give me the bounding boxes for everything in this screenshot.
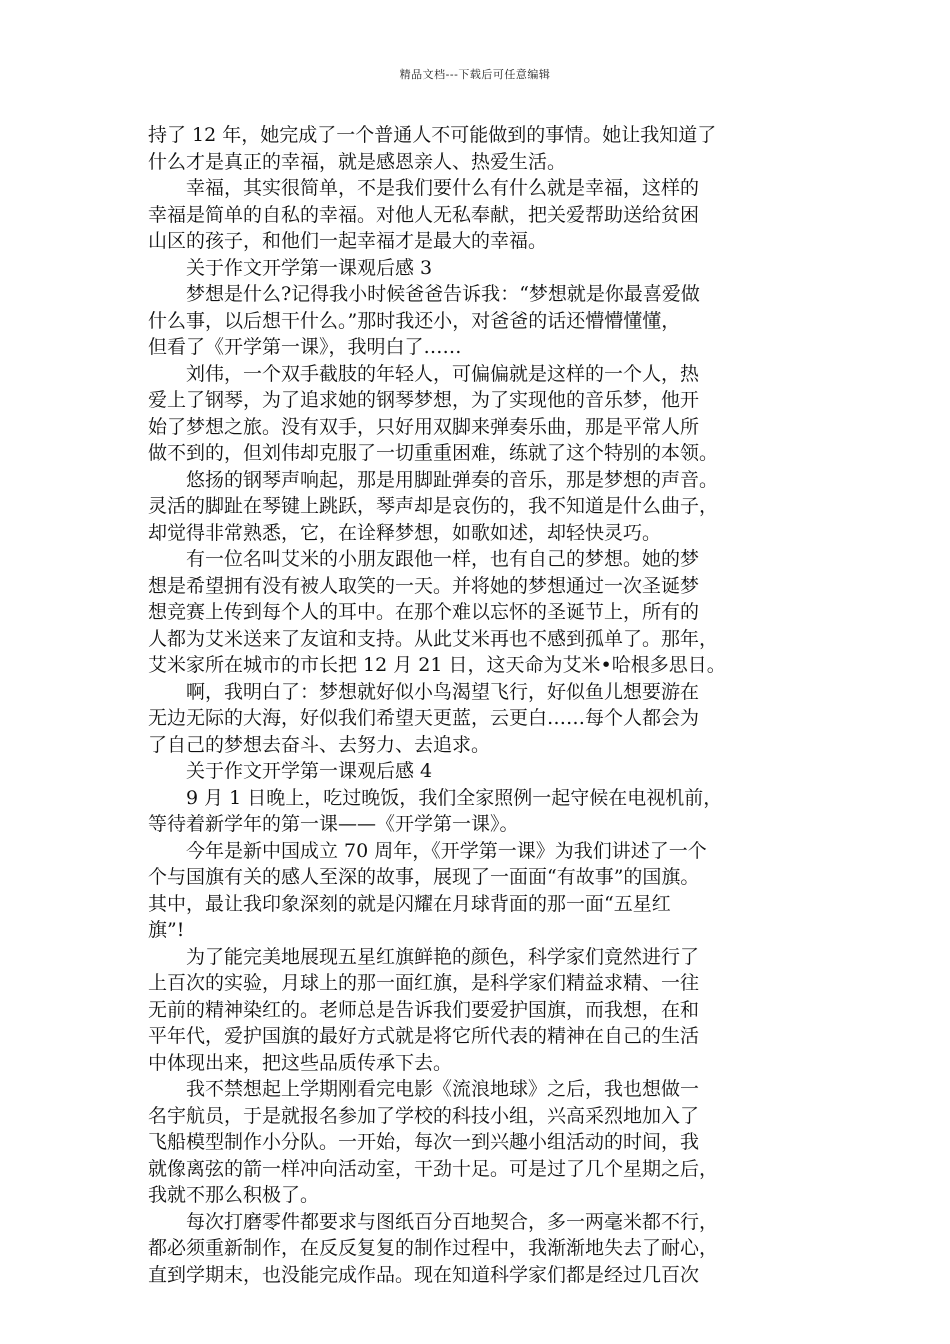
text-line: 做不到的，但刘伟却克服了一切重重困难，练就了这个特别的本领。 <box>148 442 719 464</box>
text-line: 我就不那么积极了。 <box>148 1184 320 1206</box>
text-line: 今年是新中国成立 70 周年，《开学第一课》为我们讲述了一个 <box>186 839 707 862</box>
text-line: 爱上了钢琴，为了追求她的钢琴梦想，为了实现他的音乐梦，他开 <box>148 389 700 411</box>
text-line: 悠扬的钢琴声响起，那是用脚趾弹奏的音乐，那是梦想的声音。 <box>186 468 719 491</box>
text-line: 为了能完美地展现五星红旗鲜艳的颜色，科学家们竟然进行了 <box>186 945 700 968</box>
text-line: 直到学期末，也没能完成作品。现在知道科学家们都是经过几百次 <box>148 1263 700 1286</box>
text-line: 却觉得非常熟悉，它，在诠释梦想，如歌如述，却轻快灵巧。 <box>148 521 662 544</box>
text-line: 名宇航员，于是就报名参加了学校的科技小组，兴高采烈地加入了 <box>148 1104 700 1127</box>
text-line: 等待着新学年的第一课——《开学第一课》。 <box>148 813 519 835</box>
text-line: 想是希望拥有没有被人取笑的一天。并将她的梦想通过一次圣诞梦 <box>148 574 700 597</box>
text-line: 个与国旗有关的感人至深的故事，展现了一面面“有故事”的国旗。 <box>148 866 700 888</box>
text-line: 无边无际的大海，好似我们希望天更蓝，云更白……每个人都会为 <box>148 707 700 729</box>
text-line: 上百次的实验，月球上的那一面红旗，是科学家们精益求精、一往 <box>148 972 700 994</box>
text-line: 持了 12 年，她完成了一个普通人不可能做到的事情。她让我知道了 <box>148 124 717 146</box>
text-line: 人都为艾米送来了友谊和支持。从此艾米再也不感到孤单了。那年， <box>148 627 719 650</box>
text-line: 旗”! <box>148 919 185 941</box>
text-line: 关于作文开学第一课观后感 4 <box>186 760 433 782</box>
text-line: 飞船模型制作小分队。一开始，每次一到兴趣小组活动的时间，我 <box>148 1131 700 1153</box>
text-line: 始了梦想之旅。没有双手，只好用双脚来弹奏乐曲，那是平常人所 <box>148 415 700 438</box>
text-line: 有一位名叫艾米的小朋友跟他一样，也有自己的梦想。她的梦 <box>186 548 700 570</box>
text-line: 平年代，爱护国旗的最好方式就是将它所代表的精神在自己的生活 <box>148 1025 700 1047</box>
text-line: 都必须重新制作，在反反复复的制作过程中，我渐渐地失去了耐心， <box>148 1237 719 1259</box>
text-line: 艾米家所在城市的市长把 12 月 21 日，这天命为艾米•哈根多思日。 <box>148 654 726 676</box>
text-line: 9 月 1 日晚上，吃过晚饭，我们全家照例一起守候在电视机前， <box>186 786 723 809</box>
text-line: 我不禁想起上学期刚看完电影《流浪地球》之后，我也想做一 <box>186 1078 700 1100</box>
text-line: 其中，最让我印象深刻的就是闪耀在月球背面的那一面“五星红 <box>148 892 671 915</box>
text-line: 什么才是真正的幸福，就是感恩亲人、热爱生活。 <box>148 150 567 173</box>
text-line: 幸福，其实很简单，不是我们要什么有什么就是幸福，这样的 <box>186 177 700 199</box>
text-line: 山区的孩子，和他们一起幸福才是最大的幸福。 <box>148 230 548 252</box>
text-line: 无前的精神染红的。老师总是告诉我们要爱护国旗，而我想，在和 <box>148 998 700 1021</box>
document-body <box>148 122 818 1288</box>
text-line: 梦想是什么?记得我小时候爸爸告诉我：“梦想就是你最喜爱做 <box>186 283 700 305</box>
text-line: 幸福是简单的自私的幸福。对他人无私奉献，把关爱帮助送给贫困 <box>148 203 700 226</box>
text-line: 每次打磨零件都要求与图纸百分百地契合，多一两毫米都不行， <box>186 1210 719 1233</box>
text-line: 刘伟，一个双手截肢的年轻人，可偏偏就是这样的一个人，热 <box>186 362 700 385</box>
text-line: 什么事，以后想干什么。”那时我还小，对爸爸的话还懵懵懂懂， <box>148 309 681 332</box>
text-line: 灵活的脚趾在琴键上跳跃，琴声却是哀伤的，我不知道是什么曲子， <box>148 495 719 517</box>
text-line: 了自己的梦想去奋斗、去努力、去追求。 <box>148 733 491 756</box>
text-line: 想竞赛上传到每个人的耳中。在那个难以忘怀的圣诞节上，所有的 <box>148 601 700 623</box>
page-header: 精品文档---下载后可任意编辑 <box>399 68 551 81</box>
text-line: 但看了《开学第一课》，我明白了…… <box>148 336 462 358</box>
text-line: 中体现出来，把这些品质传承下去。 <box>148 1051 453 1074</box>
text-line: 关于作文开学第一课观后感 3 <box>186 256 433 279</box>
text-line: 啊，我明白了：梦想就好似小鸟渴望飞行，好似鱼儿想要游在 <box>186 680 700 703</box>
text-line: 就像离弦的箭一样冲向活动室，干劲十足。可是过了几个星期之后， <box>148 1157 719 1180</box>
